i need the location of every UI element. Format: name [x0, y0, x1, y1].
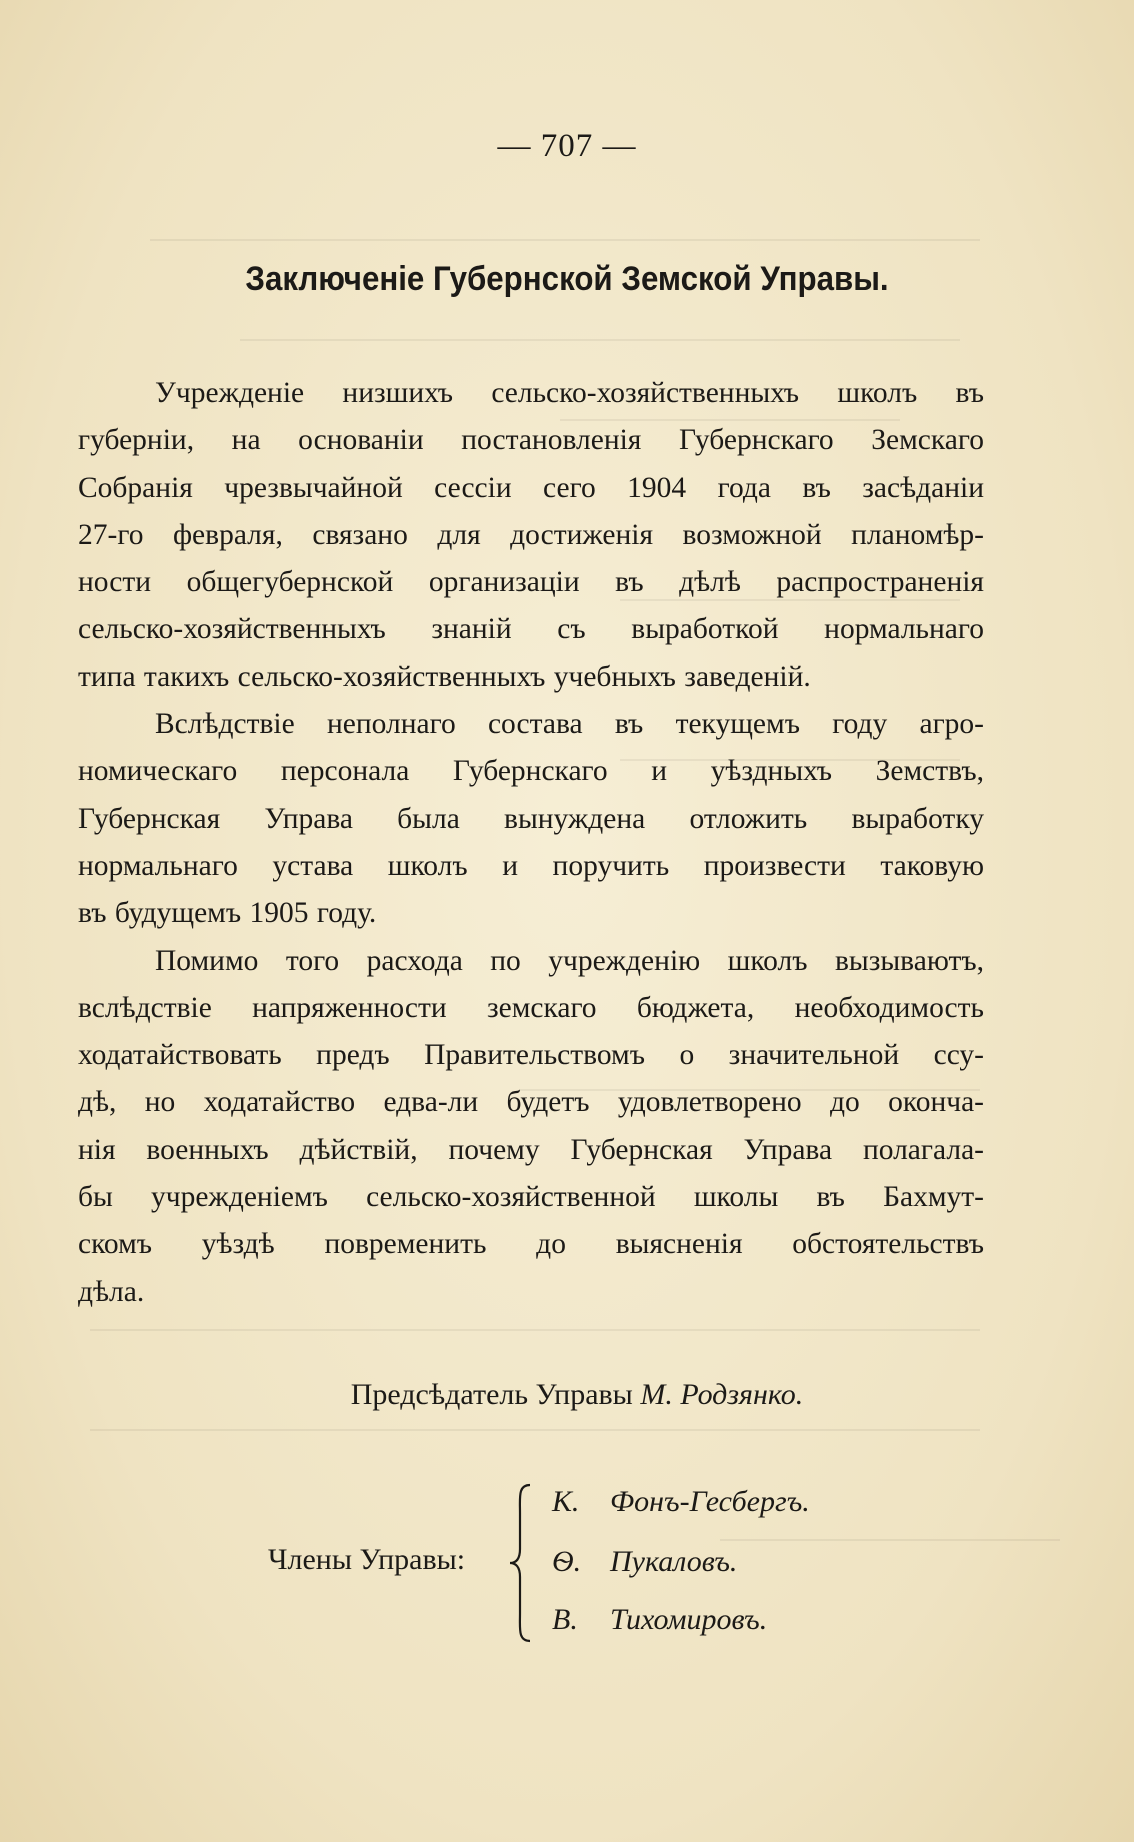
text-line: губернiи, на основанiи постановленiя Губернскаго Земскаго: [78, 424, 984, 457]
member-surname: Тихомировъ.: [610, 1603, 768, 1636]
text-line: ходатайствовать предъ Правительствомъ о значительной ссу-: [78, 1039, 984, 1072]
text-line: нiя военныхъ дѣйствiй, почему Губернская Управа полагала-: [78, 1133, 984, 1166]
text-line: Собранiя чрезвычайной сессiи сего 1904 года въ засѣданiи: [78, 471, 984, 504]
member-initial: Ѳ.: [552, 1545, 582, 1578]
text-line: Учрежденiе низшихъ сельско-хозяйственныхъ школъ въ: [155, 377, 984, 409]
text-line: вслѣдствiе напряженности земскаго бюджета, необходимость: [78, 991, 984, 1024]
paragraph-1: [78, 370, 984, 701]
paragraph-2: [78, 701, 984, 937]
text-line: нормальнаго устава школъ и поручить произвести таковую: [78, 849, 984, 882]
chairman-title: Предсѣдатель Управы: [350, 1378, 633, 1411]
text-line: скомъ уѣздѣ повременить до выясненiя обстоятельствъ: [78, 1228, 984, 1261]
member-surname: Пукаловъ.: [610, 1545, 738, 1578]
text-line: сельско-хозяйственныхъ знанiй съ выработкой нормальнаго: [78, 613, 984, 646]
text-line: дѣ, но ходатайство едва-ли будетъ удовлетворено до оконча-: [78, 1086, 984, 1119]
body-text: [78, 370, 984, 1316]
text-line: дѣла.: [78, 1275, 145, 1308]
text-line: ности общегубернской организацiи въ дѣлѣ распространенiя: [78, 566, 984, 599]
text-line: бы учрежденiемъ сельско-хозяйственной школы въ Бахмут-: [78, 1181, 984, 1214]
text-line: номическаго персонала Губернскаго и уѣздныхъ Земствъ,: [78, 755, 984, 788]
text-line: въ будущемъ 1905 году.: [78, 897, 377, 930]
text-line: типа такихъ сельско-хозяйственныхъ учебныхъ заведенiй.: [78, 660, 811, 693]
member-surname: Фонъ-Гесбергъ.: [610, 1485, 810, 1518]
page-number: — 707 —: [497, 128, 637, 164]
text-line: Вслѣдствiе неполнаго состава въ текущемъ году агро-: [155, 708, 984, 741]
curly-brace-icon: [508, 1483, 538, 1643]
members-label: Члены Управы:: [268, 1543, 466, 1576]
chairman-signature: М. Родзянко.: [640, 1378, 804, 1411]
text-line: Помимо того расхода по учрежденiю школъ вызываютъ,: [155, 944, 984, 977]
text-line: 27-го февраля, связано для достиженiя возможной планомѣр-: [78, 518, 984, 551]
member-initial: К.: [552, 1485, 580, 1518]
chairman-signature-line: [0, 1378, 1134, 1412]
member-signature: [552, 1545, 737, 1579]
paragraph-3: [78, 938, 984, 1316]
page-title: Заключенiе Губернской Земской Управы.: [245, 260, 889, 298]
text-line: Губернская Управа была вынуждена отложить выработку: [78, 802, 984, 835]
member-initial: В.: [552, 1603, 578, 1636]
member-signature: [552, 1603, 767, 1637]
member-signature: [552, 1485, 810, 1519]
